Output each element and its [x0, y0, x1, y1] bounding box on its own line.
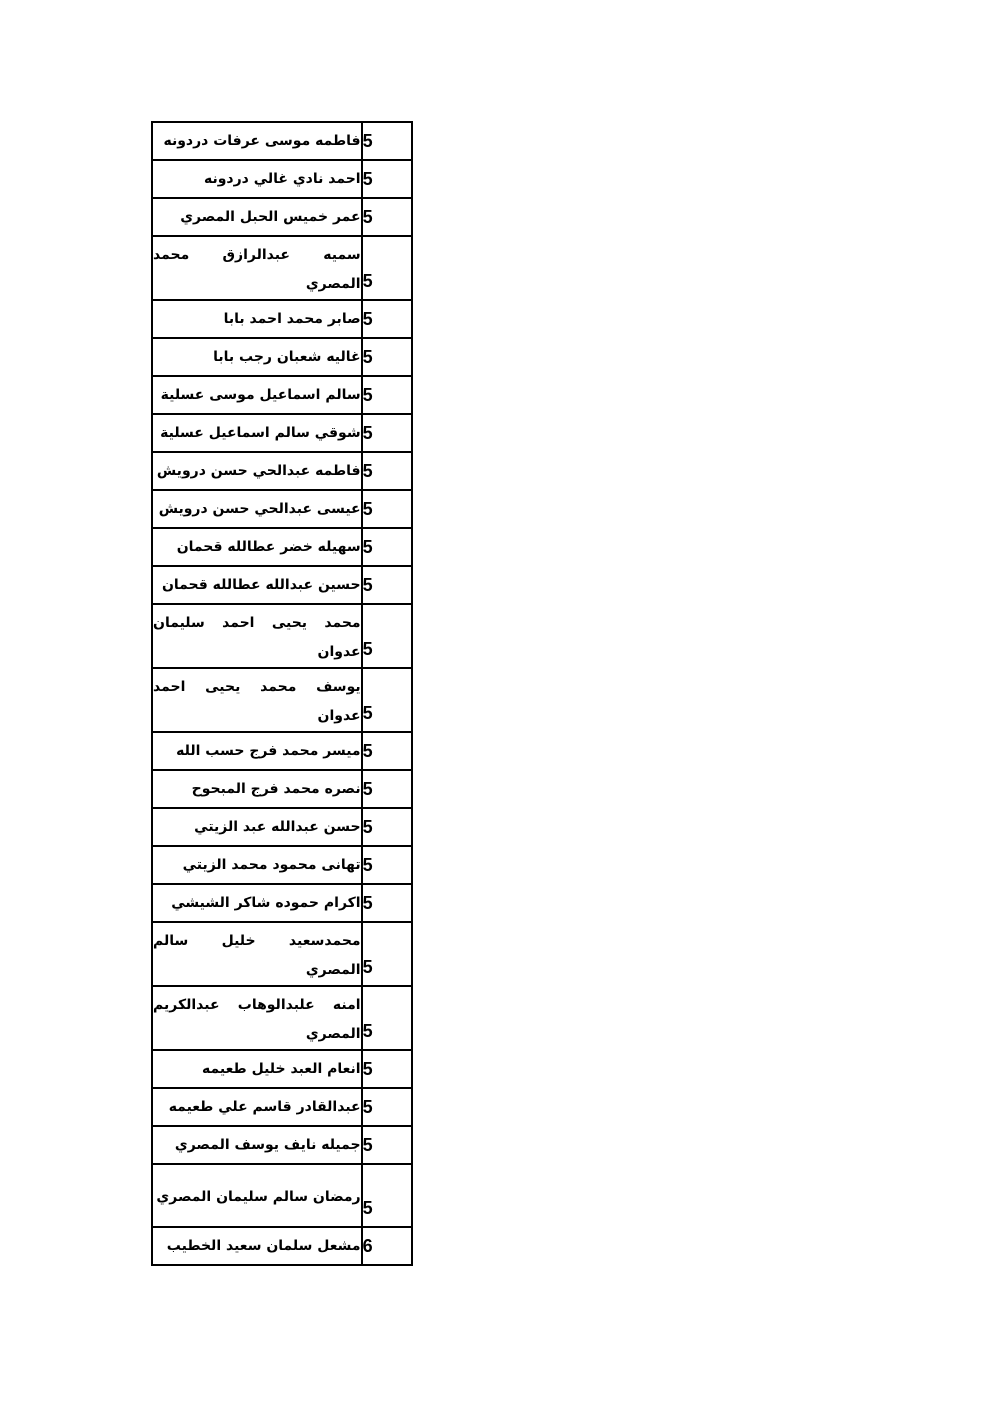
table-row	[152, 236, 412, 300]
name-cell: عيسى عبدالحي حسن درويش	[152, 490, 362, 528]
value-cell: 5	[362, 566, 412, 604]
table-row	[152, 604, 412, 668]
name-cell: يوسف محمد يحيى احمد عدوان	[152, 668, 362, 732]
value-cell: 5	[362, 770, 412, 808]
table-row	[152, 986, 412, 1050]
table-row	[152, 884, 412, 922]
name-cell: سميه عبدالرازق محمد المصري	[152, 236, 362, 300]
name-cell: تهانى محمود محمد الزيتي	[152, 846, 362, 884]
table-row	[152, 668, 412, 732]
table-row	[152, 846, 412, 884]
value-cell: 5	[362, 338, 412, 376]
value-cell: 5	[362, 846, 412, 884]
table-row	[152, 160, 412, 198]
table-row	[152, 198, 412, 236]
name-cell: عبدالقادر قاسم علي طعيمه	[152, 1088, 362, 1126]
table-row	[152, 922, 412, 986]
name-cell: فاطمه عبدالحي حسن درويش	[152, 452, 362, 490]
value-cell: 5	[362, 1088, 412, 1126]
value-cell: 5	[362, 986, 412, 1050]
name-cell: ميسر محمد فرج حسب الله	[152, 732, 362, 770]
table-row	[152, 490, 412, 528]
names-table	[151, 121, 413, 1266]
table-row	[152, 338, 412, 376]
name-cell: امنه علبدالوهاب عبدالكريم المصري	[152, 986, 362, 1050]
table-row	[152, 1126, 412, 1164]
table-row	[152, 452, 412, 490]
name-cell: اكرام حموده شاكر الشيشي	[152, 884, 362, 922]
table-row	[152, 566, 412, 604]
table-row	[152, 732, 412, 770]
name-cell: صابر محمد احمد بابا	[152, 300, 362, 338]
name-cell: جميله نايف يوسف المصري	[152, 1126, 362, 1164]
names-table-body	[152, 122, 412, 1265]
table-row	[152, 528, 412, 566]
name-cell: شوقي سالم اسماعيل عسلية	[152, 414, 362, 452]
name-cell: انعام العبد خليل طعيمه	[152, 1050, 362, 1088]
value-cell: 5	[362, 528, 412, 566]
value-cell: 5	[362, 236, 412, 300]
value-cell: 5	[362, 414, 412, 452]
value-cell: 5	[362, 376, 412, 414]
table-row	[152, 122, 412, 160]
table-row	[152, 1164, 412, 1227]
value-cell: 5	[362, 922, 412, 986]
value-cell: 5	[362, 732, 412, 770]
name-cell: حسن عبدالله عبد الزيتي	[152, 808, 362, 846]
value-cell: 5	[362, 668, 412, 732]
table-row	[152, 300, 412, 338]
name-cell: سهيله خضر عطالله قحمان	[152, 528, 362, 566]
name-cell: محمد يحيى احمد سليمان عدوان	[152, 604, 362, 668]
name-cell: سالم اسماعيل موسى عسلية	[152, 376, 362, 414]
value-cell: 5	[362, 490, 412, 528]
table-row	[152, 1088, 412, 1126]
value-cell: 5	[362, 1126, 412, 1164]
name-cell: عمر خميس الحبل المصري	[152, 198, 362, 236]
name-cell: رمضان سالم سليمان المصري	[152, 1164, 362, 1227]
name-cell: مشعل سلمان سعيد الخطيب	[152, 1227, 362, 1265]
value-cell: 5	[362, 1050, 412, 1088]
value-cell: 5	[362, 808, 412, 846]
name-cell: محمدسعيد خليل سالم المصري	[152, 922, 362, 986]
table-row	[152, 376, 412, 414]
name-cell: فاطمه موسى عرفات دردونه	[152, 122, 362, 160]
name-cell: نصره محمد فرج المبحوح	[152, 770, 362, 808]
table-row	[152, 1050, 412, 1088]
name-cell: احمد نادي غالي دردونه	[152, 160, 362, 198]
value-cell: 5	[362, 884, 412, 922]
value-cell: 5	[362, 160, 412, 198]
value-cell: 6	[362, 1227, 412, 1265]
table-row	[152, 808, 412, 846]
value-cell: 5	[362, 198, 412, 236]
table-row	[152, 1227, 412, 1265]
value-cell: 5	[362, 604, 412, 668]
value-cell: 5	[362, 1164, 412, 1227]
value-cell: 5	[362, 122, 412, 160]
value-cell: 5	[362, 300, 412, 338]
table-row	[152, 770, 412, 808]
name-cell: غاليه شعبان رجب بابا	[152, 338, 362, 376]
name-cell: حسين عبدالله عطالله قحمان	[152, 566, 362, 604]
value-cell: 5	[362, 452, 412, 490]
table-row	[152, 414, 412, 452]
